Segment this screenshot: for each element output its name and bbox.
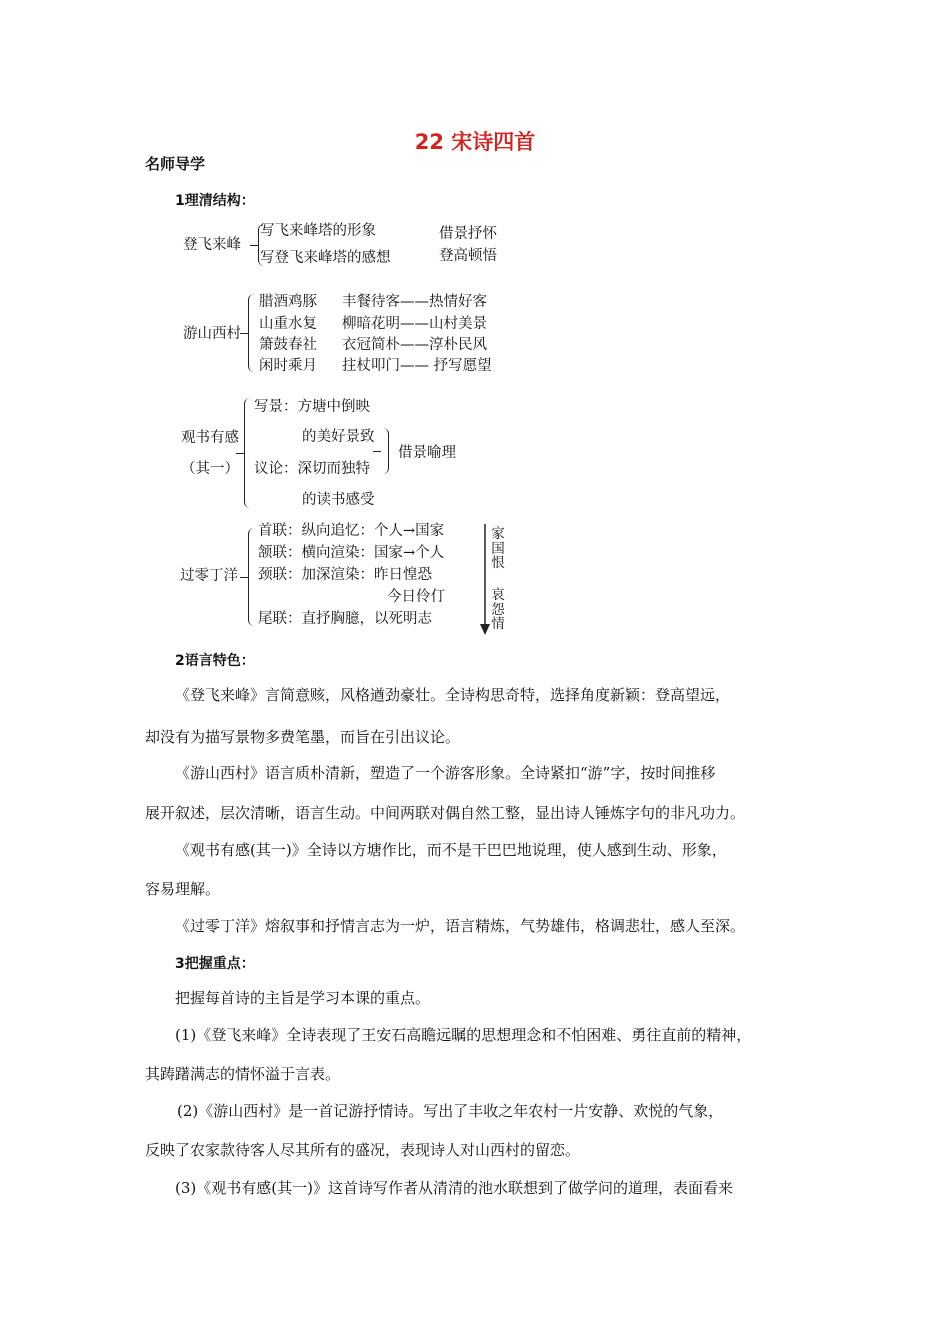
structure-heading: 1理清结构： [175, 193, 255, 209]
poem3-tag: 借景喻理 [398, 445, 456, 461]
paragraph-line: (1)《登飞来峰》全诗表现了王安石高瞻远瞩的思想理念和不怕困难、勇往直前的精神， [175, 1026, 752, 1044]
poem3-brace [244, 398, 253, 508]
paragraph-line: 展开叙述，层次清晰，语言生动。中间两联对偶自然工整，显出诗人锤炼字句的非凡功力。 [145, 804, 746, 822]
language-heading: 2语言特色： [175, 653, 255, 669]
poem1-line: 写飞来峰塔的形象 [260, 223, 376, 239]
paragraph-line: 把握每首诗的主旨是学习本课的重点。 [175, 989, 431, 1007]
poem3-line: 的美好景致 [302, 429, 375, 445]
poem1-name: 登飞来峰 [183, 237, 241, 253]
poem4-side-top: 家国恨 [491, 526, 505, 571]
poem4-brace [248, 528, 257, 626]
paragraph-line: 《过零丁洋》熔叙事和抒情言志为一炉，语言精炼，气势雄伟，格调悲壮，感人至深。 [175, 917, 746, 935]
poem3-right-brace [382, 428, 389, 474]
poem2-row-b: 衣冠简朴——淳朴民风 [342, 337, 487, 353]
poem3-name: 观书有感 [181, 430, 239, 446]
section-header: 名师导学 [145, 155, 206, 173]
poem4-line: 首联：纵向追忆：个人→国家 [258, 523, 445, 539]
poem4-side-bottom: 哀怨情 [491, 587, 505, 632]
poem4-line: 颈联：加深渲染：昨日惶恐 [258, 567, 432, 583]
poem2-row-a: 山重水复 [259, 316, 317, 332]
poem4-line: 今日伶仃 [387, 589, 445, 605]
poem2-row-a: 腊酒鸡豚 [259, 294, 317, 310]
paragraph-line: 《观书有感(其一)》全诗以方塘作比，而不是干巴巴地说理，使人感到生动、形象， [175, 841, 727, 859]
poem3-sub: （其一） [181, 461, 239, 477]
poem3-line: 议论：深切而独特 [254, 461, 370, 477]
poem3-line: 的读书感受 [302, 492, 375, 508]
poem2-row-b: 拄杖叩门—— 抒写愿望 [342, 358, 492, 374]
poem2-row-b: 丰餐待客——热情好客 [342, 294, 487, 310]
poem2-row-a: 箫鼓春社 [259, 337, 317, 353]
paragraph-line: 容易理解。 [145, 880, 221, 898]
poem1-line: 写登飞来峰塔的感想 [260, 250, 391, 266]
paragraph-line: 其踌躇满志的情怀溢于言表。 [145, 1065, 341, 1083]
poem2-name: 游山西村 [183, 326, 241, 342]
keypoints-heading: 3把握重点： [175, 956, 255, 972]
paragraph-line: 《登飞来峰》言简意赅，风格遒劲豪壮。全诗构思奇特，选择角度新颖：登高望远， [175, 686, 731, 704]
poem4-line: 尾联：直抒胸臆，以死明志 [258, 611, 432, 627]
paragraph-line: (2)《游山西村》是一首记游抒情诗。写出了丰收之年农村一片安静、欢悦的气象， [177, 1102, 724, 1120]
poem2-row-b: 柳暗花明——山村美景 [342, 316, 487, 332]
poem4-line: 颔联：横向渲染：国家→个人 [258, 545, 445, 561]
poem2-row-a: 闲时乘月 [259, 358, 317, 374]
paragraph-line: 《游山西村》语言质朴清新，塑造了一个游客形象。全诗紧扣“游”字，按时间推移 [175, 764, 716, 782]
page-title: 22 宋诗四首 [414, 130, 536, 154]
poem1-tag: 登高顿悟 [439, 248, 497, 264]
paragraph-line: 反映了农家款待客人尽其所有的盛况，表现诗人对山西村的留恋。 [145, 1141, 581, 1159]
poem4-name: 过零丁洋 [180, 568, 238, 584]
paragraph-line: 却没有为描写景物多费笔墨，而旨在引出议论。 [145, 728, 461, 746]
poem3-line: 写景：方塘中倒映 [254, 399, 370, 415]
paragraph-line: (3)《观书有感(其一)》这首诗写作者从清清的池水联想到了做学问的道理，表面看来 [175, 1179, 733, 1197]
poem2-brace [248, 294, 257, 372]
poem1-tag: 借景抒怀 [439, 226, 497, 242]
